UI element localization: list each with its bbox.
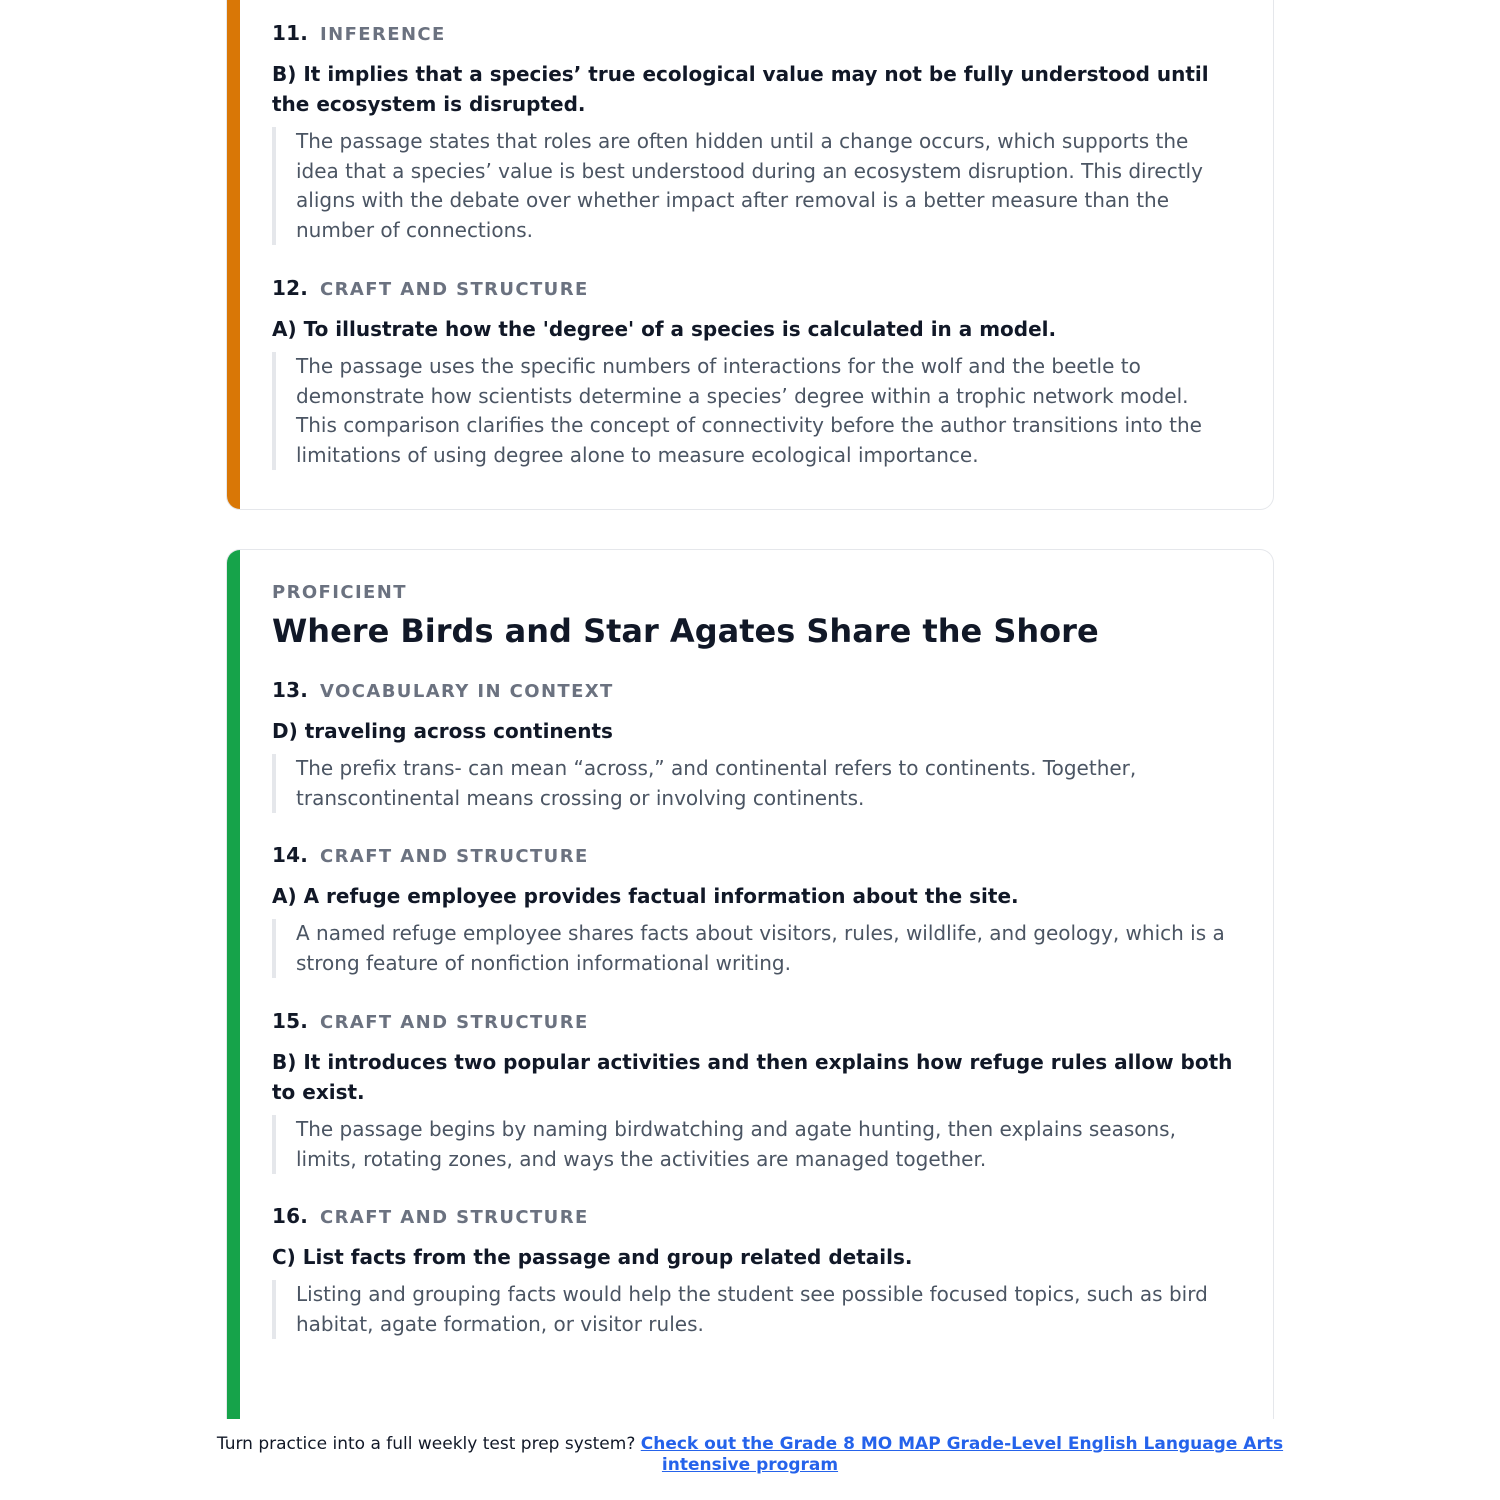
level-label: PROFICIENT xyxy=(272,582,407,603)
question-number: 16. xyxy=(272,1204,309,1228)
question-number: 13. xyxy=(272,678,309,702)
correct-answer: B) It introduces two popular activities and then explains how refuge rules allow both to exist. xyxy=(272,1050,1233,1104)
question-number: 12. xyxy=(272,276,309,300)
question-item xyxy=(272,1009,1233,1174)
question-header xyxy=(272,1204,1233,1234)
question-header xyxy=(272,843,1233,873)
level-accent-bar xyxy=(227,0,240,509)
program-link[interactable]: Check out the Grade 8 MO MAP Grade-Level English Language Arts intensive program xyxy=(640,1434,1284,1475)
correct-answer: D) traveling across continents xyxy=(272,719,613,743)
correct-answer: A) To illustrate how the 'degree' of a species is calculated in a model. xyxy=(272,317,1057,341)
question-item xyxy=(272,843,1233,978)
answer-explanation: The passage states that roles are often hidden until a change occurs, which supports the idea that a species’ value is best understood during an ecosystem disruption. This directly aligns with the debate over whether impact after removal is a better measure than the number of connections. xyxy=(272,127,1233,245)
question-number: 15. xyxy=(272,1009,309,1033)
answer-explanation: The passage begins by naming birdwatching and agate hunting, then explains seasons, limits, rotating zones, and ways the activities are managed together. xyxy=(272,1115,1233,1174)
correct-answer: C) List facts from the passage and group related details. xyxy=(272,1245,913,1269)
question-item xyxy=(272,276,1233,470)
question-category: CRAFT AND STRUCTURE xyxy=(320,1207,589,1228)
question-number: 11. xyxy=(272,21,309,45)
question-category: CRAFT AND STRUCTURE xyxy=(320,1012,589,1033)
footer-promo xyxy=(200,1434,1300,1476)
correct-answer: A) A refuge employee provides factual information about the site. xyxy=(272,884,1019,908)
answer-card-section-1 xyxy=(226,0,1274,510)
answer-explanation: The prefix trans- can mean “across,” and continental refers to continents. Together, transcontinental means crossing or involving continents. xyxy=(272,754,1233,813)
passage-title: Where Birds and Star Agates Share the Shore xyxy=(272,612,1099,650)
question-header xyxy=(272,21,1233,51)
question-item xyxy=(272,21,1233,245)
footer-text: Turn practice into a full weekly test prep system? xyxy=(216,1434,636,1454)
answer-card-section-2 xyxy=(226,549,1274,1419)
question-item xyxy=(272,1204,1233,1339)
answer-explanation: Listing and grouping facts would help the student see possible focused topics, such as bird habitat, agate formation, or visitor rules. xyxy=(272,1280,1233,1339)
question-category: VOCABULARY IN CONTEXT xyxy=(320,681,614,702)
question-category: CRAFT AND STRUCTURE xyxy=(320,846,589,867)
question-header xyxy=(272,678,1233,708)
question-category: CRAFT AND STRUCTURE xyxy=(320,279,589,300)
question-category: INFERENCE xyxy=(320,24,446,45)
question-header xyxy=(272,276,1233,306)
question-number: 14. xyxy=(272,843,309,867)
level-accent-bar xyxy=(227,550,240,1419)
question-item xyxy=(272,678,1233,813)
question-header xyxy=(272,1009,1233,1039)
correct-answer: B) It implies that a species’ true ecological value may not be fully understood until the ecosystem is disrupted. xyxy=(272,62,1209,116)
answer-explanation: The passage uses the specific numbers of interactions for the wolf and the beetle to demonstrate how scientists determine a species’ degree within a trophic network model. This comparison clarifies the concept of connectivity before the author transitions into the limitations of using degree alone to measure ecological importance. xyxy=(272,352,1233,470)
answer-explanation: A named refuge employee shares facts about visitors, rules, wildlife, and geology, which is a strong feature of nonfiction informational writing. xyxy=(272,919,1233,978)
